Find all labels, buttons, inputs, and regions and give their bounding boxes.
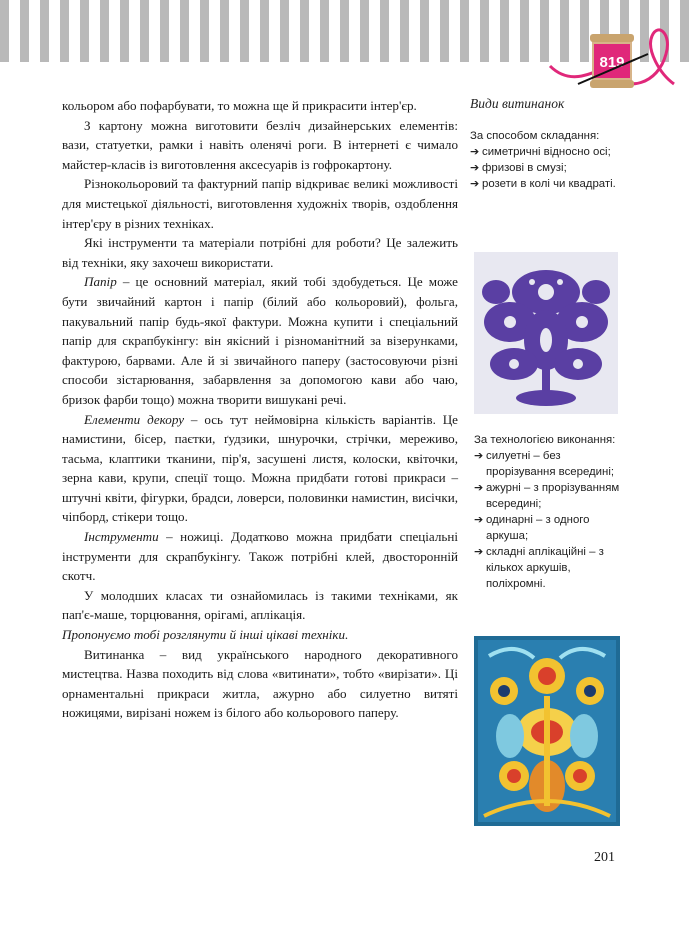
list-item: ➔ одинарні – з одного аркуша;	[474, 514, 590, 542]
paragraph-vytynanka: Витинанка – вид українського народного декоративного мистецтва. Назва походить від слова «витинати», тобто «вирізати». Ці орнаментальні прикраси житла, ажурно або силуетно витяті ножицями, вирізані ножем із білого або кольорового паперу.	[62, 646, 458, 721]
violet-papercut-image	[474, 252, 618, 414]
arrow-right-icon: ➔	[474, 450, 484, 462]
list-item: ➔ розети в колі чи квадраті.	[470, 178, 616, 190]
paragraph-2: З картону можна виготовити безліч дизайнерських елементів: вази, статуетки, рамки і навіть оленячі роги. В інтернеті є чимало майстер-класів із виготовлення аксесуарів із гофрокартону.	[62, 117, 458, 172]
group-by-folding	[470, 128, 620, 192]
paragraph-decor	[62, 410, 458, 528]
paragraph-suggestion: Пропонуємо тобі розглянути й інші цікаві техніки.	[62, 627, 349, 643]
arrow-right-icon: ➔	[470, 178, 480, 190]
sidebar-lower	[474, 432, 624, 592]
term-decor: Елементи декору	[84, 411, 185, 427]
arrow-right-icon: ➔	[470, 162, 480, 174]
arrow-right-icon: ➔	[474, 514, 484, 526]
group-by-folding-heading: За способом складання:	[470, 130, 600, 142]
paragraph-paper	[62, 272, 458, 409]
list-item: ➔ складні аплікаційні – з кількох аркушів, поліхромні.	[474, 546, 604, 590]
list-item: ➔ фризові в смузі;	[470, 162, 567, 174]
sidebar	[470, 96, 620, 192]
term-paper: Папір	[84, 274, 117, 290]
term-tools: Інструменти	[84, 529, 159, 545]
polychrome-papercut-image	[474, 636, 620, 826]
paragraph-4: Які інструменти та матеріали потрібні для роботи? Це залежить від техніки, яку захочеш використати.	[62, 235, 458, 270]
paragraph-techniques: У молодших класах ти ознайомилась із такими техніками, як пап'є-маше, торцювання, орігамі, аплікація.	[62, 587, 458, 623]
paragraph-paper-text: – це основний матеріал, який тобі здобудеться. Це може бути звичайний картон і папір (білий або кольоровий), фольга, пакувальний папір будь-якої фактури. Можна купити і спеціальний папір для скрапбукінгу: він якісний і різноманітний за візерунками, фактурою, барвами. Але й зі звичайного паперу (застосовуючи різні способи зістарювання, забарвлення за допомогою кави або чаю, бризок фарби тощо) можна творити вишукані речі.	[62, 274, 458, 407]
sidebar-title: Види витинанок	[470, 96, 565, 111]
group-by-technology	[474, 432, 624, 592]
paragraph-tools-text: – ножиці. Додатково можна придбати спеціальні інструменти для скрапбукінгу. Також потрібні клей, двосторонній скотч.	[62, 529, 458, 584]
arrow-right-icon: ➔	[474, 546, 484, 558]
arrow-right-icon: ➔	[474, 482, 484, 494]
page-number: 201	[594, 850, 615, 865]
list-item: ➔ силуетні – без прорізування всередині;	[474, 450, 615, 478]
thread-spool-icon	[548, 14, 678, 102]
paragraph-tools	[62, 527, 458, 586]
badge-number: 819	[599, 54, 625, 71]
list-item: ➔ ажурні – з прорізуванням всередині;	[474, 482, 620, 510]
main-text-column	[62, 96, 458, 723]
arrow-right-icon: ➔	[470, 146, 480, 158]
group-by-technology-heading: За технологією виконання:	[474, 434, 616, 446]
paragraph-3: Різнокольоровий та фактурний папір відкриває великі можливості для мистецької діяльності, виготовлення художніх творів, оздоблення інтер'єру в різних техніках.	[62, 176, 458, 231]
list-item: ➔ симетричні відносно осі;	[470, 146, 611, 158]
paragraph-1: кольором або пофарбувати, то можна ще й прикрасити інтер'єр.	[62, 98, 417, 113]
paragraph-decor-text: – ось тут неймовірна кількість варіантів. Це намистини, бісер, паєтки, ґудзики, шнурочки, стрічки, мереживо, тасьма, клаптики тканини, пір'я, засушені листя, колоски, квіточки, зерна кави, крупи, спеції тощо. Можна придбати готові прикраси – штучні квіти, фігурки, брадси, ловерси, половинки намистин, висічки, чіпборд, стікери тощо.	[62, 411, 458, 525]
